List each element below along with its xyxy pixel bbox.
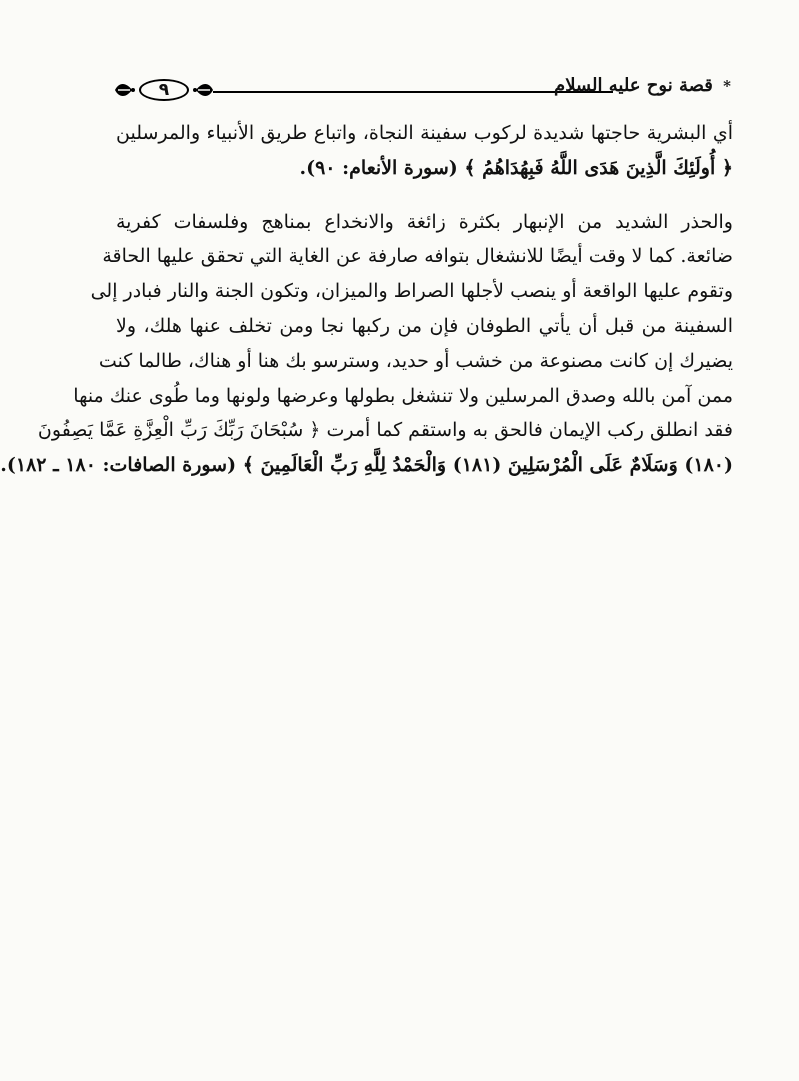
page-number-ornament bbox=[109, 73, 217, 107]
text-line: يضيرك إن كانت مصنوعة من خشب أو حديد، وسترسو بك هنا أو هناك، طالما كنت bbox=[98, 349, 733, 372]
paragraph-spacer bbox=[116, 186, 733, 205]
text-line: وتقوم عليها الواقعة أو ينصب لأجلها الصراط والميزان، وتكون الجنة والنار فبادر إلى bbox=[90, 280, 733, 303]
leaf-ornament-icon bbox=[193, 80, 215, 100]
running-title bbox=[554, 72, 731, 100]
text-line: ممن آمن بالله وصدق المرسلين ولا تنشغل بطولها وعرضها ولونها وما طُوى عنك منها bbox=[73, 384, 733, 407]
header-rule bbox=[213, 91, 613, 93]
leaf-ornament-icon bbox=[113, 80, 135, 100]
quran-verse-line: ﴿ أُولَئِكَ الَّذِينَ هَدَى اللَّهُ فَبِهُدَاهُمُ ﴾ (سورة الأنعام: ٩٠). bbox=[299, 156, 733, 179]
header-star: * bbox=[723, 77, 731, 95]
quran-verse-line: (١٨٠) وَسَلَامٌ عَلَى الْمُرْسَلِينَ (١٨١) وَالْحَمْدُ لِلَّهِ رَبِّ الْعَالَمِينَ ﴾ (سورة الصافات: ١٨٠ ـ ١٨٢). bbox=[0, 454, 733, 477]
running-title-text: قصة نوح عليه السلام bbox=[554, 75, 713, 96]
text-line: ضائعة. كما لا وقت أيضًا للانشغال بتوافه صارفة عن الغاية التي تحقق عليها الحاقة bbox=[102, 245, 733, 268]
text-line: السفينة من قبل أن يأتي الطوفان فإن من ركبها نجا ومن تخلف عنها هلك، ولا bbox=[116, 314, 733, 337]
text-line: أي البشرية حاجتها شديدة لركوب سفينة النجاة، واتباع طريق الأنبياء والمرسلين bbox=[116, 122, 733, 144]
page-header bbox=[109, 72, 731, 108]
main-text bbox=[0, 116, 733, 526]
text-line: والحذر الشديد من الإنبهار بكثرة زائغة والانخداع بمناهج وفلسفات كفرية bbox=[116, 210, 733, 233]
page-number: ٩ bbox=[158, 80, 170, 100]
text-line: فقد انطلق ركب الإيمان فالحق به واستقم كما أمرت ﴿ سُبْحَانَ رَبِّكَ رَبِّ الْعِزَّةِ عَمَّا يَصِفُونَ bbox=[37, 419, 733, 442]
